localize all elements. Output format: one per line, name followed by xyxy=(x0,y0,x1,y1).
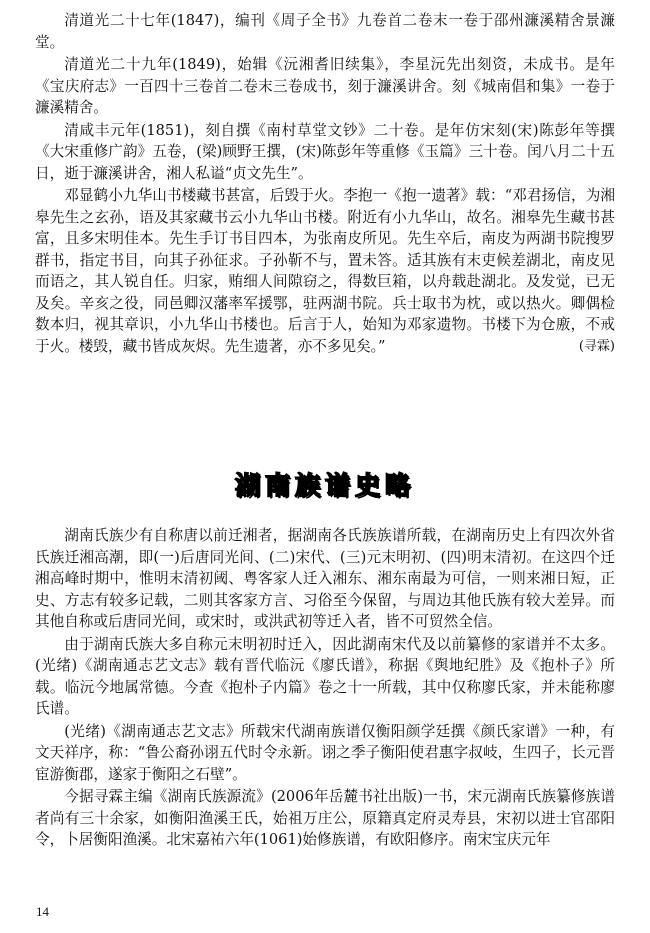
paragraph: 湖南氏族少有自称唐以前迁湘者，据湖南各氏族族谱所载，在湖南历史上有四次外省氏族迁湘高潮，即(一)后唐同光间、(二)宋代、(三)元末明初、(四)明末清初。在这四个迁湘高峰时期中，惟明末清初阈、粤客家人迁入湘东、湘东南最为可信，一则来湘日短，正史、方志有较多记载，二则其客家方言、习俗至今保留，与周边其他氏族有较大差异。而其他自称或后唐同光间，或宋时，或洪武初等迁入者，皆不可贸然全信。 xyxy=(35,527,615,630)
bottom-text-block xyxy=(35,525,615,852)
section-heading xyxy=(0,466,650,506)
top-text-block xyxy=(35,10,615,358)
section-heading-text: 湖南族谱史略 xyxy=(234,471,415,500)
paragraph: 清咸丰元年(1851)，刻自撰《南村草堂文钞》二十卷。是年仿宋刻(宋)陈彭年等撰《大宋重修广韵》五卷，(梁)顾野王撰，(宋)陈彭年等重修《玉篇》三十卷。闰八月二十五日，逝于濂溪讲舍，湘人私谥“贞文先生”。 xyxy=(35,121,615,182)
page-number: 14 xyxy=(36,904,49,919)
paragraph: 清道光二十七年(1847)，编刊《周子全书》九卷首二卷末一卷于邵州濂溪精舍景濂堂。 xyxy=(35,12,615,51)
paragraph: 由于湖南氏族大多自称元末明初时迁入，因此湖南宋代及以前纂修的家谱并不太多。(光绪)《湖南通志艺文志》载有晋代临沅《廖氏谱》，称据《舆地纪胜》及《抱朴子》所载。临沅今地属常德。今查《抱朴子内篇》卷之十一所载，其中仅称廖氏家，并未能称廖氏谱。 xyxy=(35,635,615,717)
paragraph: 清道光二十九年(1849)，始辑《沅湘耆旧续集》，李星沅先出刻资，未成书。是年《宝庆府志》一百四十三卷首二卷末三卷成书，刻于濂溪讲舍。刻《城南倡和集》一卷于濂溪精舍。 xyxy=(35,56,615,116)
paragraph-text: 邓显鹤小九华山书楼藏书甚富，后毁于火。李抱一《抱一遗著》载：“邓君扬信，为湘皋先生之玄孙，语及其家藏书云小九华山书楼。附近有小九华山，故名。湘皋先生藏书甚富，且多宋明佳本。先生手订书目四本，为张南皮所见。先生卒后，南皮为两湖书院搜罗群书，指定书目，向其子孙征求。子孙靳不与，置未答。适其族有末吏候差湖北，南皮见而语之，其人锐自任。归家，贿细人间隙窃之，得数巨箱，以舟载赴湖北。及发觉，已无及矣。辛亥之役，同邑卿汉藩率军援鄂，驻两湖书院。兵士取书为枕，或以热火。卿偶检数本归，视其章识，小九华山书楼也。后言于人，始知为邓家遗物。书楼下为仓廒，不戒于火。楼毁，藏书皆成灰烬。先生遗著，亦不多见矣。” xyxy=(35,187,615,355)
paragraph: (光绪)《湖南通志艺文志》所载宋代湖南族谱仅衡阳颜学廷撰《颜氏家谱》一种，有文天祥序，称：“鲁公裔孙诩五代时令永新。诩之季子衡阳使君惠字叔岐，生四子，长元晋宦游衡郡，遂家于衡阳之石壁”。 xyxy=(35,722,615,783)
author-signature: (寻霖) xyxy=(578,338,615,354)
paragraph xyxy=(35,185,615,357)
paragraph: 今据寻霖主编《湖南氏族源流》(2006年岳麓书社出版)一书，宋元湖南氏族纂修族谱者尚有三十余家，如衡阳渔溪王氏，始祖万庄公，原籍真定府灵寿县，宋初以进士官邵阳令，卜居衡阳渔溪。北宋嘉祐六年(1061)始修族谱，有欧阳修序。南宋宝庆元年 xyxy=(35,788,615,848)
